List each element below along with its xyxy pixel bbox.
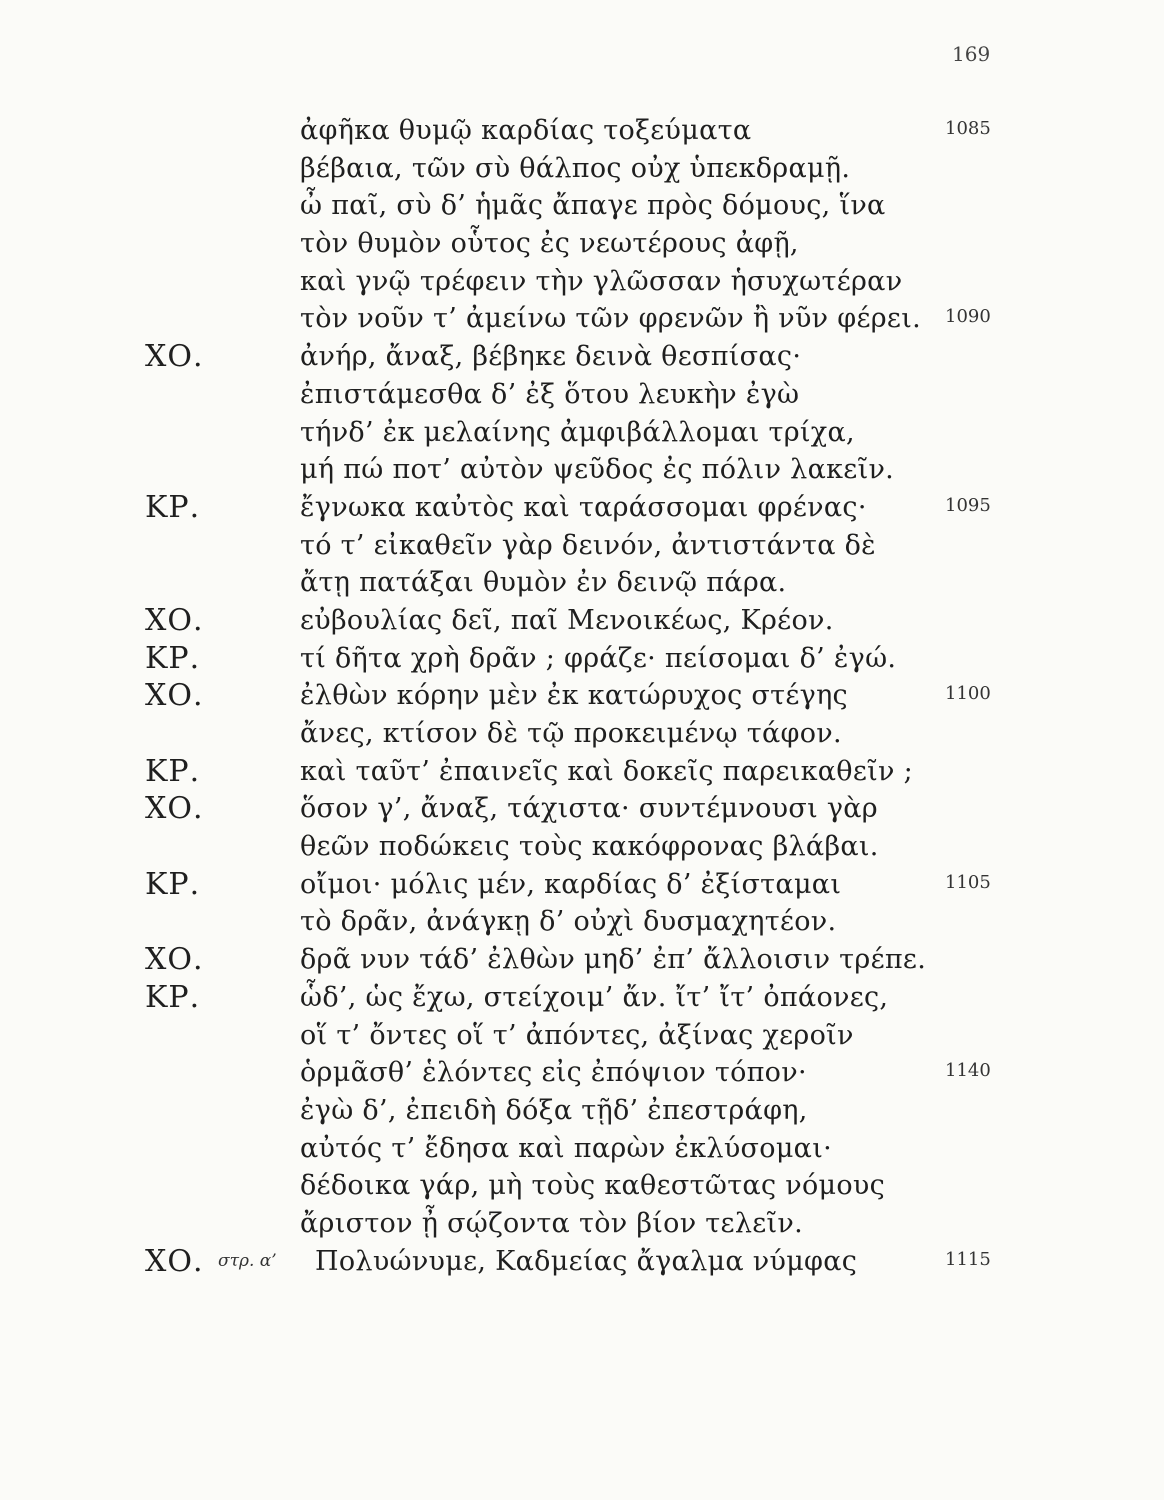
- verse-line: [0, 602, 1164, 640]
- verse-text: βέβαια, τῶν σὺ θάλπος οὐχ ὑπεκδραμῇ.: [300, 152, 851, 184]
- verse-text: τὸν νοῦν τ’ ἀμείνω τῶν φρενῶν ἢ νῦν φέρει.: [300, 303, 921, 335]
- speaker-label: ΧΟ.: [145, 602, 204, 638]
- verse-line: [0, 903, 1164, 941]
- verse-line: [0, 866, 1164, 904]
- verse-text: δέδοικα γάρ, μὴ τοὺς καθεστῶτας νόμους: [300, 1170, 886, 1202]
- speaker-label: ΧΟ.: [145, 942, 204, 978]
- line-number: 1115: [945, 1248, 991, 1270]
- verse-line: [0, 640, 1164, 678]
- verse-text: ἄριστον ᾖ σῴζοντα τὸν βίον τελεῖν.: [300, 1207, 804, 1239]
- verse-text: ἐπιστάμεσθα δ’ ἐξ ὅτου λευκὴν ἐγὼ: [300, 378, 800, 410]
- page-number: 169: [952, 42, 991, 66]
- verse-text: εὐβουλίας δεῖ, παῖ Μενοικέως, Κρέον.: [300, 604, 834, 636]
- speaker-label: ΚΡ.: [145, 489, 201, 525]
- line-number: 1140: [945, 1060, 991, 1082]
- verse-line: [0, 1017, 1164, 1055]
- verse-line: [0, 187, 1164, 225]
- verse-line: [0, 414, 1164, 452]
- speaker-label: ΚΡ.: [145, 979, 201, 1015]
- verse-text: τί δῆτα χρὴ δρᾶν ; φράζε· πείσομαι δ’ ἐγώ.: [300, 642, 897, 674]
- speaker-label: ΚΡ.: [145, 640, 201, 676]
- verse-text: ὦ παῖ, σὺ δ’ ἡμᾶς ἄπαγε πρὸς δόμους, ἵνα: [300, 190, 886, 222]
- verse-text: Πολυώνυμε, Καδμείας ἄγαλμα νύμφας: [315, 1245, 858, 1277]
- strophe-label: στρ. α’: [218, 1250, 277, 1271]
- verse-text: καὶ γνῷ τρέφειν τὴν γλῶσσαν ἡσυχωτέραν: [300, 265, 903, 297]
- verse-text: αὐτός τ’ ἔδησα καὶ παρὼν ἐκλύσομαι·: [300, 1132, 832, 1164]
- verse-text: ἐγὼ δ’, ἐπειδὴ δόξα τῇδ’ ἐπεστράφη,: [300, 1094, 808, 1126]
- verse-line: [0, 150, 1164, 188]
- verse-line: [0, 225, 1164, 263]
- verse-text: τὸ δρᾶν, ἀνάγκῃ δ’ οὐχὶ δυσμαχητέον.: [300, 906, 837, 938]
- verse-line: [0, 753, 1164, 791]
- verse-line: [0, 1243, 1164, 1281]
- verse-text: ἐλθὼν κόρην μὲν ἐκ κατώρυχος στέγης: [300, 680, 848, 712]
- verse-line: [0, 527, 1164, 565]
- line-number: 1100: [945, 683, 991, 705]
- verse-text: τὸν θυμὸν οὗτος ἐς νεωτέρους ἀφῇ,: [300, 228, 799, 260]
- verse-text: ἀνήρ, ἄναξ, βέβηκε δεινὰ θεσπίσας·: [300, 341, 802, 373]
- verse-line: [0, 1054, 1164, 1092]
- verse-text: οἴμοι· μόλις μέν, καρδίας δ’ ἐξίσταμαι: [300, 868, 842, 900]
- verse-line: [0, 941, 1164, 979]
- verse-line: [0, 489, 1164, 527]
- verse-text: ἄτῃ πατάξαι θυμὸν ἐν δεινῷ πάρα.: [300, 567, 787, 599]
- verse-text: ἔγνωκα καὐτὸς καὶ ταράσσομαι φρένας·: [300, 491, 867, 523]
- verse-text: μή πώ ποτ’ αὐτὸν ψεῦδος ἐς πόλιν λακεῖν.: [300, 454, 895, 486]
- speaker-label: ΧΟ.: [145, 791, 204, 827]
- speaker-label: ΚΡ.: [145, 753, 201, 789]
- verse-line: [0, 376, 1164, 414]
- verse-text: καὶ ταῦτ’ ἐπαινεῖς καὶ δοκεῖς παρεικαθεῖν ;: [300, 755, 914, 787]
- verse-line: [0, 677, 1164, 715]
- verse-list: [0, 112, 1164, 1280]
- verse-text: ὧδ’, ὡς ἔχω, στείχοιμ’ ἄν. ἴτ’ ἴτ’ ὀπάονες,: [300, 981, 889, 1013]
- verse-line: [0, 1092, 1164, 1130]
- verse-text: θεῶν ποδώκεις τοὺς κακόφρονας βλάβαι.: [300, 831, 879, 863]
- verse-line: [0, 451, 1164, 489]
- verse-text: ὅσον γ’, ἄναξ, τάχιστα· συντέμνουσι γὰρ: [300, 793, 878, 825]
- verse-text: ἀφῆκα θυμῷ καρδίας τοξεύματα: [300, 115, 752, 146]
- speaker-label: ΧΟ.: [145, 1243, 204, 1279]
- verse-line: [0, 1205, 1164, 1243]
- line-number: 1090: [945, 306, 991, 328]
- verse-line: [0, 300, 1164, 338]
- verse-line: [0, 1130, 1164, 1168]
- verse-line: [0, 715, 1164, 753]
- verse-line: [0, 338, 1164, 376]
- verse-line: [0, 112, 1164, 150]
- verse-text: δρᾶ νυν τάδ’ ἐλθὼν μηδ’ ἐπ’ ἄλλοισιν τρέπε.: [300, 944, 927, 976]
- verse-text: ἄνες, κτίσον δὲ τῷ προκειμένῳ τάφον.: [300, 718, 842, 749]
- speaker-label: ΧΟ.: [145, 678, 204, 714]
- verse-line: [0, 828, 1164, 866]
- verse-text: τήνδ’ ἐκ μελαίνης ἀμφιβάλλομαι τρίχα,: [300, 416, 855, 448]
- verse-line: [0, 564, 1164, 602]
- line-number: 1085: [945, 118, 991, 139]
- verse-line: [0, 979, 1164, 1017]
- verse-line: [0, 263, 1164, 301]
- verse-line: [0, 1167, 1164, 1205]
- verse-line: [0, 790, 1164, 828]
- speaker-label: ΚΡ.: [145, 866, 201, 902]
- verse-text: τό τ’ εἰκαθεῖν γὰρ δεινόν, ἀντιστάντα δὲ: [300, 529, 876, 561]
- line-number: 1095: [945, 494, 991, 516]
- verse-text: ὁρμᾶσθ’ ἑλόντες εἰς ἐπόψιον τόπον·: [300, 1057, 807, 1089]
- speaker-label: ΧΟ.: [145, 339, 204, 375]
- verse-text: οἵ τ’ ὄντες οἵ τ’ ἀπόντες, ἀξίνας χεροῖν: [300, 1019, 854, 1051]
- line-number: 1105: [945, 871, 991, 893]
